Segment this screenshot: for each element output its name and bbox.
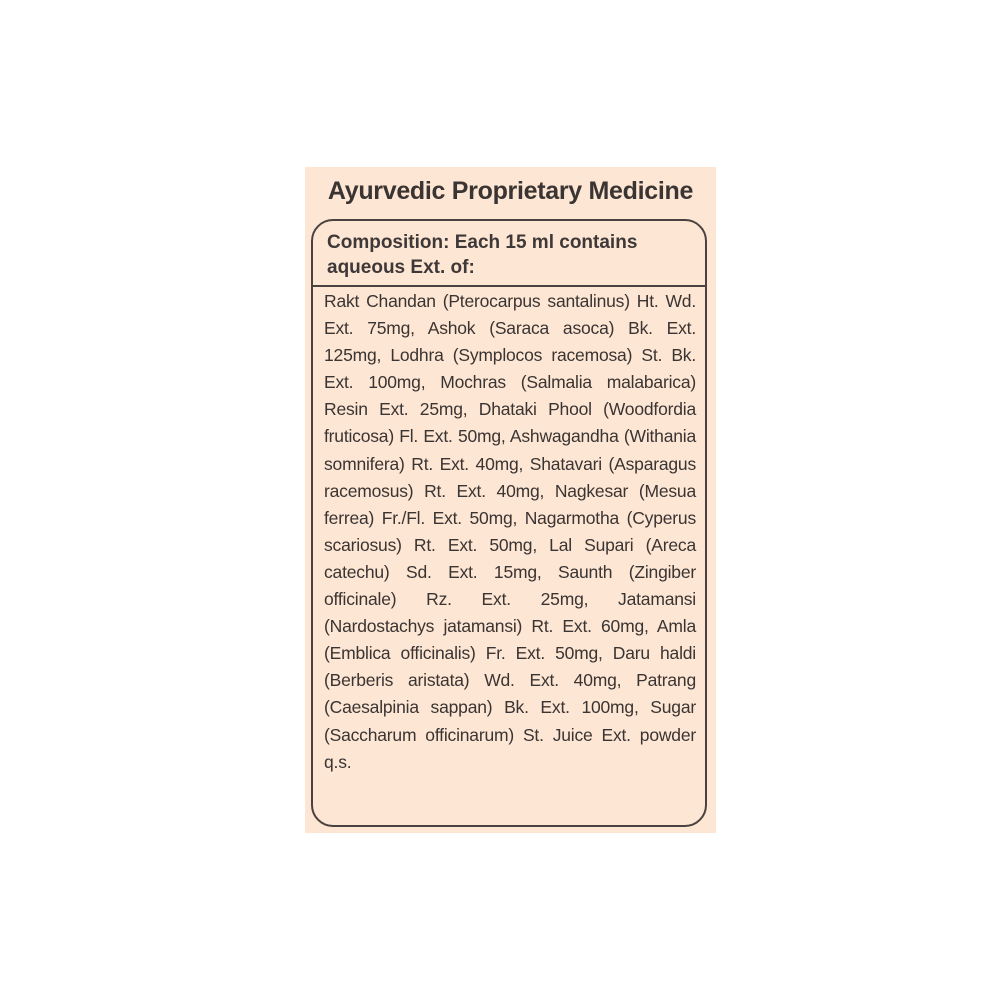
composition-heading: Composition: Each 15 ml contains aqueous Ext. of: — [327, 232, 638, 278]
medicine-label-card — [305, 167, 716, 833]
composition-divider — [313, 285, 705, 287]
composition-box — [311, 219, 707, 827]
ingredients-list: Rakt Chandan (Pterocarpus santalinus) Ht. Wd. Ext. 75mg, Ashok (Saraca asoca) Bk. Ext. 125mg, Lodhra (Symplocos racemosa) St. Bk. Ext. 100mg, Mochras (Salmalia malabarica) Resin Ext. 25mg, Dhataki Phool (Woodfordia fruticosa) Fl. Ext. 50mg, Ashwagandha (Withania somnifera) Rt. Ext. 40mg, Shatavari (Asparagus racemosus) Rt. Ext. 40mg, Nagkesar (Mesua ferrea) Fr./Fl. Ext. 50mg, Nagarmotha (Cyperus scariosus) Rt. Ext. 50mg, Lal Supari (Areca catechu) Sd. Ext. 15mg, Saunth (Zingiber officinale) Rz. Ext. 25mg, Jatamansi (Nardostachys jatamansi) Rt. Ext. 60mg, Amla (Emblica officinalis) Fr. Ext. 50mg, Daru haldi (Berberis aristata) Wd. Ext. 40mg, Patrang (Caesalpinia sappan) Bk. Ext. 100mg, Sugar (Saccharum officinarum) St. Juice Ext. powder q.s. — [324, 291, 696, 772]
label-title: Ayurvedic Proprietary Medicine — [327, 177, 694, 205]
